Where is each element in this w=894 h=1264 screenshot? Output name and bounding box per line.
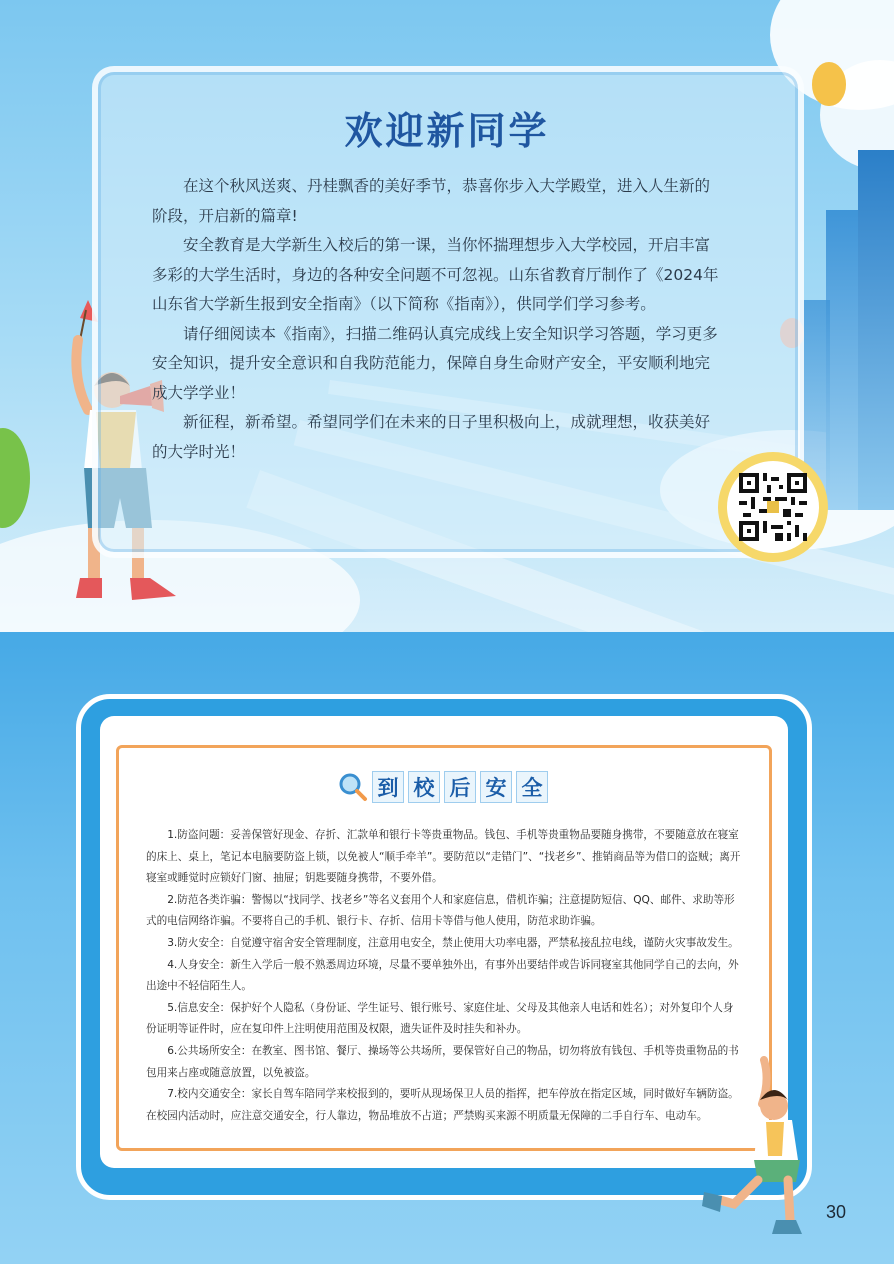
qr-code-icon	[739, 473, 807, 541]
heading-char: 后	[444, 771, 476, 803]
qr-code-backdrop	[727, 461, 819, 553]
qr-code-badge[interactable]	[718, 452, 828, 562]
safety-rules-list	[146, 825, 742, 1127]
page-number: 30	[826, 1202, 847, 1222]
heading-char: 校	[408, 771, 440, 803]
welcome-intro-text	[152, 172, 722, 467]
safety-rule-item: 5.信息安全：保护好个人隐私（身份证、学生证号、银行账号、家庭住址、父母及其他亲人电话和姓名）；对外复印个人身份证明等证件时，应在复印件上注明使用范围及权限，遗失证件及时挂失和补办。	[146, 1001, 734, 1036]
safety-rule-item: 7.校内交通安全：家长自驾车陪同学来校报到的，要听从现场保卫人员的指挥，把车停放在指定区域，同时做好车辆防盗。在校园内活动时，应注意交通安全，行人靠边，物品堆放不占道；严禁购买来源不明质量无保障的二手自行车、电动车。	[146, 1088, 739, 1122]
safety-rule-item: 2.防范各类诈骗：警惕以“找同学、找老乡”等名义套用个人和家庭信息，借机诈骗；注意提防短信、QQ、邮件、求助等形式的电信网络诈骗。不要将自己的手机、银行卡、存折、信用卡等借与他人使用，防范求助诈骗。	[146, 893, 735, 928]
student-running-illustration	[700, 1056, 810, 1246]
intro-paragraph: 新征程，新希望。希望同学们在未来的日子里积极向上，成就理想，收获美好的大学时光！	[152, 413, 711, 461]
safety-rule-item: 4.人身安全：新生入学后一般不熟悉周边环境，尽量不要单独外出，有事外出要结伴或告诉同寝室其他同学自己的去向，外出途中不轻信陌生人。	[146, 958, 739, 993]
intro-paragraph: 安全教育是大学新生入校后的第一课，当你怀揣理想步入大学校园，开启丰富多彩的大学生活时，身边的各种安全问题不可忽视。山东省教育厅制作了《2024年山东省大学新生报到安全指南》（以下简称《指南》），供同学们学习参考。	[152, 236, 719, 313]
magnifier-icon	[338, 772, 368, 802]
intro-paragraph: 请仔细阅读本《指南》，扫描二维码认真完成线上安全知识学习答题，学习更多安全知识，提升安全意识和自我防范能力，保障自身生命财产安全，平安顺利地完成大学学业！	[152, 324, 718, 402]
heading-char: 全	[516, 771, 548, 803]
intro-paragraph: 在这个秋风送爽、丹桂飘香的美好季节，恭喜你步入大学殿堂，进入人生新的阶段，开启新的篇章!	[152, 177, 711, 225]
heading-char: 到	[372, 771, 404, 803]
building	[858, 150, 894, 510]
welcome-title: 欢迎新同学	[344, 108, 550, 153]
safety-rule-item: 3.防火安全：自觉遵守宿舍安全管理制度，注意用电安全，禁止使用大功率电器，严禁私接乱拉电线，谨防火灾事故发生。	[167, 936, 739, 949]
heading-char: 安	[480, 771, 512, 803]
bush	[0, 428, 30, 528]
section-heading	[338, 770, 548, 804]
safety-rule-item: 6.公共场所安全：在教室、图书馆、餐厅、操场等公共场所，要保管好自己的物品，切勿将放有钱包、手机等贵重物品的书包用来占座或随意放置，以免被盗。	[146, 1044, 739, 1079]
safety-rule-item: 1.防盗问题：妥善保管好现金、存折、汇款单和银行卡等贵重物品。钱包、手机等贵重物品要随身携带，不要随意放在寝室的床上、桌上，笔记本电脑要防盗上锁，以免被人“顺手牵羊”。要防范以“走错门”、“找老乡”、推销商品等为借口的盗贼；离开寝室或睡觉时应锁好门窗、抽屉；钥匙要随身携带，不要外借。	[146, 829, 741, 885]
